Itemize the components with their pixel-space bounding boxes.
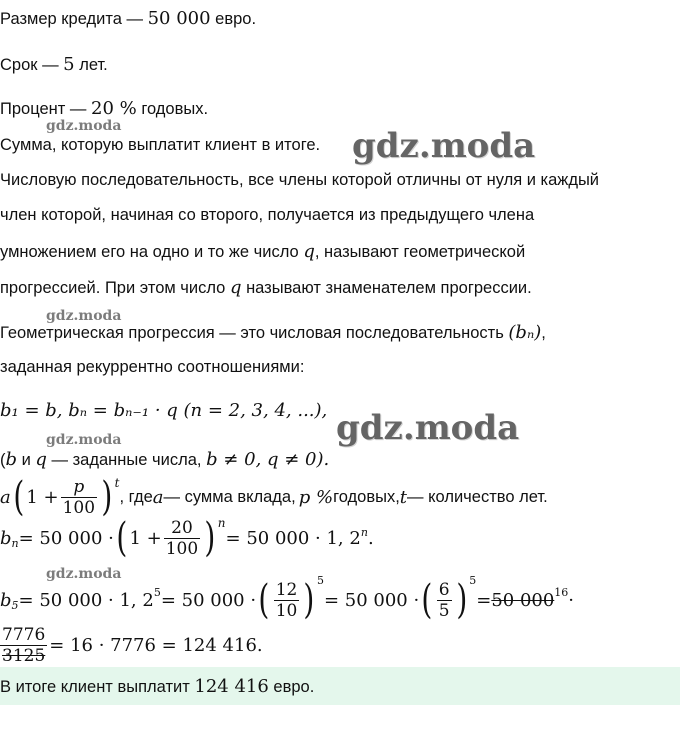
- watermark-small: gdz.moda: [46, 566, 122, 582]
- definition-line-2: член которой, начиная со второго, получается из предыдущего члена: [0, 206, 535, 224]
- definition-line-4: прогрессией. При этом число q называют знаменателем прогрессии.: [0, 277, 532, 298]
- definition-line-5: Геометрическая прогрессия — это числовая последовательность (bₙ),: [0, 322, 546, 343]
- compound-formula: a ( 1 + $\frac{p}{100}$ ) t , где a — сумма вклада, p % годовых, t — количество лет.: [0, 474, 548, 520]
- watermark-large: gdz.moda: [336, 408, 520, 448]
- find-total: Сумма, которую выплатит клиент в итоге.: [0, 136, 321, 154]
- fraction-7776-3125: $\frac{7776}{3125}$: [2, 624, 46, 666]
- watermark-small: gdz.moda: [46, 432, 122, 448]
- definition-line-3: умножением его на одно и то же число q, называют геометрической: [0, 241, 526, 262]
- given-term: Срок — 5 лет.: [0, 54, 108, 75]
- fraction-12-10: $\frac{12}{10}$: [275, 579, 298, 621]
- right-paren: ): [455, 577, 467, 623]
- fraction-20-100: $\frac{20}{100}$: [165, 517, 199, 559]
- watermark-small: gdz.moda: [46, 118, 122, 134]
- fraction-p-100: $\frac{p}{100}$: [62, 476, 96, 518]
- b5-formula: b 5 = 50 000 · 1, 2 5 = 50 000 · ( $\frac{12}{10}$ ) 5 = 50 000 · ( $\frac{6}{5}$ ) 5 = 50 000 16 ·: [0, 574, 575, 623]
- watermark-small: gdz.moda: [46, 308, 122, 324]
- fraction-6-5: $\frac{6}{5}$: [438, 579, 450, 621]
- left-paren: (: [13, 474, 25, 520]
- left-paren: (: [258, 577, 270, 623]
- right-paren: ): [204, 515, 216, 561]
- cancelled-term: 50 000: [491, 589, 555, 611]
- recurrence-note: (b и q — заданные числа, b ≠ 0, q ≠ 0).: [0, 449, 330, 470]
- bn-formula: b n = 50 000 · ( 1 + $\frac{20}{100}$ ) n = 50 000 · 1, 2 n .: [0, 515, 374, 561]
- given-rate: Процент — 20 % годовых.: [0, 98, 209, 119]
- definition-line-1: Числовую последовательность, все члены которой отличны от нуля и каждый: [0, 171, 600, 189]
- right-paren: ): [101, 474, 113, 520]
- given-loan-size: Размер кредита — 50 000 евро.: [0, 8, 257, 29]
- watermark-large: gdz.moda: [352, 126, 536, 166]
- right-paren: ): [303, 577, 315, 623]
- answer-text: В итоге клиент выплатит 124 416 евро.: [0, 676, 315, 697]
- recurrence-formula: b₁ = b, bₙ = bₙ₋₁ · q (n = 2, 3, 4, ...),: [0, 400, 328, 421]
- definition-line-6: заданная рекуррентно соотношениями:: [0, 358, 305, 376]
- left-paren: (: [116, 515, 128, 561]
- final-computation: $\frac{7776}{3125}$ = 16 · 7776 = 124 416.: [2, 624, 263, 666]
- left-paren: (: [421, 577, 433, 623]
